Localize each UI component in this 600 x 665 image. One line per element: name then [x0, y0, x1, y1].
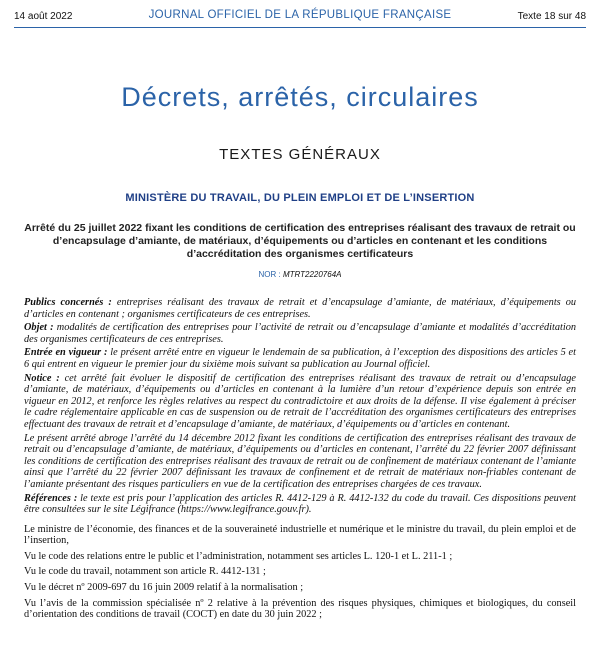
- header-rule: [14, 27, 586, 28]
- section-title: Décrets, arrêtés, circulaires: [121, 82, 479, 112]
- references-paragraph: [24, 493, 576, 516]
- abroge-paragraph: Le présent arrêté abroge l’arrêté du 14 décembre 2012 fixant les conditions de certification des entreprises réalisant des travaux de retrait ou d’encapsulage d’amiante, de matériaux, d’équipements ou d’articles en contenant, l’arrêté du 22 février 2007 définissant les conditions de certification des entreprises réalisant des travaux de retrait ou de confinement de matériaux contenant de l’amiante ainsi que l’arrêté du 22 février 2007 définissant les travaux de confinement et de retrait de matériaux non-friables contenant de l’amiante présentant des risques particuliers en vue de la certification des entreprises chargées de ces travaux.: [24, 432, 576, 490]
- entree-label: Entrée en vigueur :: [24, 347, 108, 359]
- header-journal-title: JOURNAL OFFICIEL DE LA RÉPUBLIQUE FRANÇAISE: [148, 9, 452, 21]
- vu-paragraph-2: Vu le code du travail, notamment son article R. 4412-131 ;: [24, 566, 266, 578]
- objet-text: modalités de certification des entreprises pour l’activité de retrait ou d’encapsulage d’amiante et modalités d’accréditation des organismes certificateurs de ces entreprises.: [24, 322, 576, 345]
- arrete-title: Arrêté du 25 juillet 2022 fixant les conditions de certification des entreprises réalisant des travaux de retrait ou d’encapsulage d’amiante, de matériaux, d’équipements ou d’articles en contenant et les conditions d’accréditation des organismes certificateurs: [24, 222, 576, 260]
- document-body: [24, 297, 576, 623]
- header-date: 14 août 2022: [14, 11, 73, 22]
- page-header: [14, 8, 586, 26]
- header-page-number: Texte 18 sur 48: [517, 11, 586, 22]
- subsection-title: TEXTES GÉNÉRAUX: [219, 146, 381, 163]
- references-label: Références :: [24, 492, 78, 504]
- notice-label: Notice :: [24, 372, 60, 384]
- notice-text: cet arrêté fait évoluer le dispositif de certification des entreprises réalisant des travaux de retrait ou d’encapsulage d’amiante, de matériaux, d’équipements ou d’articles en contenant à la lumière d’un retour d’expérience depuis son entrée en vigueur en 2012, et renforce les règles relatives au respect du contradictoire et aux droits de la défense. Il vise également à préciser le cadre réglementaire applicable en cas de suspension ou de retrait de l’accréditation des organismes certificateurs des entreprises effectuant des travaux de retrait et d’encapsulage d’amiante, de matériaux, d’équipements ou d’articles en contenant.: [24, 372, 577, 430]
- nor-label: NOR :: [258, 270, 283, 279]
- ministry-name: MINISTÈRE DU TRAVAIL, DU PLEIN EMPLOI ET DE L’INSERTION: [125, 192, 475, 204]
- nor-code: MTRT2220764A: [282, 270, 342, 279]
- notice-paragraph: [24, 373, 576, 431]
- objet-label: Objet :: [24, 322, 54, 334]
- publics-text: entreprises réalisant des travaux de retrait et d’encapsulage d’amiante, de matériaux, d’équipements ou d’articles en contenant ; organismes certificateurs de ces entreprises.: [24, 297, 576, 320]
- publics-paragraph: [24, 297, 576, 320]
- entree-text: le présent arrêté entre en vigueur le lendemain de sa publication, à l’exception des dispositions des articles 5 et 6 qui entrent en vigueur le premier jour du sixième mois suivant sa publication au Journal officiel.: [24, 347, 576, 370]
- intro-paragraph: Le ministre de l’économie, des finances et de la souveraineté industrielle et numérique et le ministre du travail, du plein emploi et de l’insertion,: [24, 523, 576, 547]
- nor-reference: [0, 270, 600, 279]
- entree-paragraph: [24, 347, 576, 370]
- vu-paragraph-3: Vu le décret nº 2009-697 du 16 juin 2009 relatif à la normalisation ;: [24, 582, 304, 594]
- publics-label: Publics concernés :: [24, 297, 112, 308]
- vu-paragraph-4: Vu l’avis de la commission spécialisée nº 2 relative à la prévention des risques physiques, chimiques et biologiques, du conseil d’orientation des conditions de travail (COCT) en date du 30 juin 2022 ;: [24, 597, 576, 621]
- vu-paragraph-1: Vu le code des relations entre le public et l’administration, notamment ses articles L. 120-1 et L. 211-1 ;: [24, 550, 453, 562]
- objet-paragraph: [24, 322, 576, 345]
- references-text: le texte est pris pour l’application des articles R. 4412-129 à R. 4412-132 du code du travail. Ces dispositions peuvent être consultées sur le site Légifrance (https://www.legifrance.gouv.fr).: [24, 492, 576, 516]
